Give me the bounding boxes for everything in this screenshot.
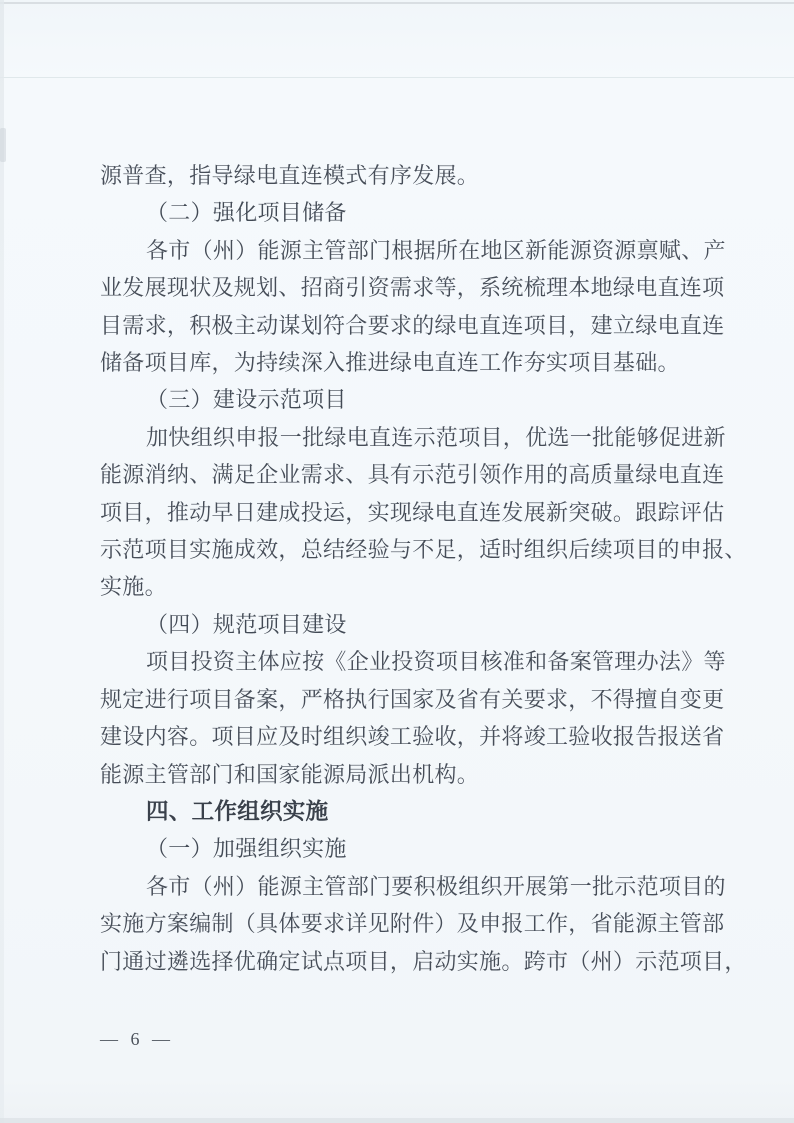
section-subheading: （二）强化项目储备: [146, 200, 347, 226]
section-subheading: （一）加强组织实施: [146, 836, 347, 862]
text-line: 能源消纳、满足企业需求、具有示范引领作用的高质量绿电直连: [100, 462, 725, 488]
scan-artifact-horizontal-line: [0, 77, 794, 78]
text-line: 规定进行项目备案，严格执行国家及省有关要求，不得擅自变更: [100, 686, 725, 712]
text-line: 目需求，积极主动谋划符合要求的绿电直连项目，建立绿电直连: [100, 312, 725, 338]
text-line: 项目，推动早日建成投运，实现绿电直连发展新突破。跟踪评估: [100, 499, 725, 525]
text-line: 能源主管部门和国家能源局派出机构。: [100, 761, 480, 787]
document-body: [100, 157, 747, 980]
section-subheading: （四）规范项目建设: [146, 611, 347, 637]
scan-artifact-top-line: [0, 2, 794, 4]
text-line: 项目投资主体应按《企业投资项目核准和备案管理办法》等: [146, 649, 726, 675]
scan-artifact-bottom-shade: [0, 1118, 794, 1123]
text-line: 实施。: [100, 574, 167, 600]
section-heading: 四、工作组织实施: [146, 798, 329, 824]
page-number: — 6 —: [100, 1029, 174, 1049]
section-subheading: （三）建设示范项目: [146, 387, 347, 413]
text-line: 实施方案编制（具体要求详见附件）及申报工作，省能源主管部: [100, 911, 725, 937]
text-line: 加快组织申报一批绿电直连示范项目，优选一批能够促进新: [146, 424, 726, 450]
text-line: 示范项目实施成效，总结经验与不足，适时组织后续项目的申报、: [100, 537, 747, 563]
text-line: 门通过遴选择优确定试点项目，启动实施。跨市（州）示范项目，: [100, 948, 747, 974]
text-line: 源普查，指导绿电直连模式有序发展。: [100, 163, 480, 188]
text-line: 各市（州）能源主管部门根据所在地区新能源资源禀赋、产: [146, 237, 726, 263]
text-line: 储备项目库，为持续深入推进绿电直连工作夯实项目基础。: [100, 350, 680, 376]
text-line: 建设内容。项目应及时组织竣工验收，并将竣工验收报告报送省: [100, 724, 725, 750]
scan-artifact-left-edge: [0, 0, 4, 1123]
scan-artifact-smudge: [0, 128, 6, 162]
text-line: 各市（州）能源主管部门要积极组织开展第一批示范项目的: [146, 873, 726, 899]
text-line: 业发展现状及规划、招商引资需求等，系统梳理本地绿电直连项: [100, 275, 725, 301]
